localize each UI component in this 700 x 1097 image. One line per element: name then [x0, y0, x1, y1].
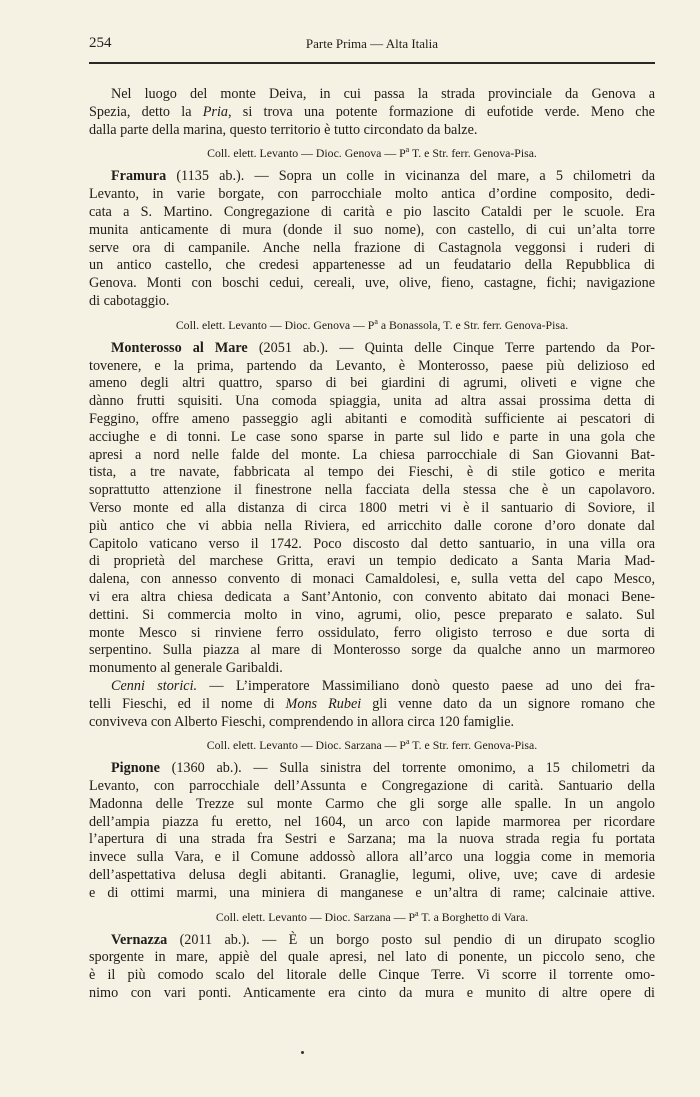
text-run: Coll. elett. Levanto — Dioc. Sarzana — P [215, 909, 416, 924]
text-run: dell’ampia piazza fu eretto, nel 1604, un arco con lapide marmorea per ricordare [89, 813, 655, 830]
text-line [89, 714, 655, 732]
text-run: Feggino, offre ameno passeggio agli abitanti e comodità sufficiente ai pescatori di [89, 410, 655, 427]
text-run: monte Mesco si rinviene ferro ossidulato, ferro oligisto terroso e due sorta di [89, 624, 655, 641]
text-line [89, 518, 655, 536]
entry-pignone [89, 760, 655, 902]
text-run: è il più comodo scalo del litorale delle Cinque Terre. Vi scorre il torrente omo- [89, 967, 655, 984]
superscript: a [415, 908, 419, 918]
text-run: dell’aspettativa delusa degli abitanti. Granaglie, legumi, olive, uve; cave di ardesie [89, 867, 655, 884]
entry-framura [89, 168, 655, 310]
collegio-line [89, 313, 655, 334]
text-run: T. e Str. ferr. Genova-Pisa. [409, 738, 538, 753]
superscript: a [405, 145, 410, 155]
text-line [89, 293, 655, 311]
text-line [89, 393, 655, 411]
text-line [89, 831, 655, 849]
text-run: soprattutto attenzione il finestrone nella facciata della stessa che è un capolavoro. [89, 482, 655, 499]
text-line [89, 625, 655, 643]
superscript: a [374, 316, 378, 326]
text-run: dettini. Si commercia molto in vino, agrumi, olio, pesce preparato e salato. Sul [89, 606, 655, 623]
text-line [89, 240, 655, 258]
text-run: munita anticamente di mura (donde il suo nome), con castello, di cui un’alta torre [89, 221, 655, 238]
text-run: di proprietà del marchese Gritta, eravi un tempio dedicato a Santa Maria Mad- [89, 553, 655, 570]
text-run: di cabotaggio. [89, 292, 170, 309]
text-run: dalla parte della marina, questo territorio è tutto circondato da balze. [89, 121, 478, 138]
text-line [89, 696, 655, 714]
text-run: Coll. elett. Levanto — Dioc. Genova — P [207, 146, 406, 161]
text-run: Levanto, in varie borgate, con parrocchiale molto antica d’ordine composito, dedi- [89, 186, 655, 203]
text-run: vi era altra chiesa dedicata a Sant’Antonio, con convento abitato dai monaci Bene- [89, 588, 655, 605]
text-run: Verso monte ed alla distanza di circa 1800 metri vi è il santuario di Soviore, il [89, 499, 655, 516]
entry-name: Monterosso al Mare [111, 339, 248, 356]
text-run: tista, a tre navate, fabbricata al tempo dei Fieschi, è di stile gotico e merita [89, 464, 655, 481]
text-run: invece sulla Vara, e il Comune addossò allora all’arco una loggia come in memoria [89, 849, 655, 866]
superscript: a [405, 737, 410, 747]
text-run: cata a S. Martino. Congregazione di carità e pio lascito Cataldi per le scuole. Era [89, 203, 655, 220]
collegio-line [89, 733, 655, 754]
entry-vernazza [89, 932, 655, 1003]
text-line [89, 849, 655, 867]
text-line [89, 985, 655, 1003]
text-line [89, 949, 655, 967]
running-title: Parte Prima — Alta Italia [305, 36, 439, 51]
text-line [89, 589, 655, 607]
text-run: gli venne dato da un signore romano che [361, 695, 655, 712]
italic-text: Mons Rubei [285, 695, 362, 712]
text-run: serve ora di campanile. Anche nella frazione di Castagnola veggonsi i ruderi di [89, 239, 655, 256]
text-line [89, 104, 655, 122]
text-run: T. a Borghetto di Vara. [418, 909, 529, 924]
text-run: conviveva con Alberto Fieschi, comprendendo in allora circa 120 famiglie. [89, 713, 515, 730]
text-line [89, 571, 655, 589]
text-line [89, 86, 655, 104]
text-line [89, 358, 655, 376]
entry-name: Vernazza [111, 931, 168, 948]
text-line [89, 778, 655, 796]
text-run: ameno degli altri quattro, sparso di bei giardini di agrumi, oliveti e vigne che [89, 375, 655, 392]
text-line [89, 222, 655, 240]
text-run: l’apertura di una strada fra Sestri e Sarzana; ma la nuova strada regia fu portata [89, 831, 655, 848]
text-run: Madonna delle Trezze sul monte Carmo che gli sorge alle spalle. In un angolo [89, 795, 655, 812]
text-run: dalena, con annesso convento di monaci Camaldolesi, e, sulla vetta del capo Mesco, [89, 571, 655, 588]
text-line [89, 257, 655, 275]
text-line [89, 660, 655, 678]
text-line [89, 760, 655, 778]
text-run: Coll. elett. Levanto — Dioc. Genova — P [175, 317, 375, 332]
text-line [89, 482, 655, 500]
text-line [89, 814, 655, 832]
paragraph-deiva [89, 86, 655, 139]
text-run: dànno frutti squisiti. Una comoda spiaggia, unita ad altra assai prossima detta di [89, 393, 655, 410]
text-run: acciughe e di tonni. Le case sono sparse in parte sul lido e parte in una gola che [89, 428, 655, 445]
entry-name: Pignone [111, 760, 160, 777]
text-line [89, 429, 655, 447]
text-line [89, 867, 655, 885]
text-line [89, 932, 655, 950]
text-run: tovenere, e la prima, partendo da Levanto, è Monterosso, paese più delizioso ed [89, 357, 655, 374]
text-line [89, 553, 655, 571]
text-run: (1135 ab.). — Sopra un colle in vicinanza del mare, a 5 chilometri da [166, 168, 655, 185]
text-run: nimo con vari ponti. Anticamente era cinto da mura e munito di altre opere di [89, 985, 655, 1002]
text-run: apresi a nord nelle falde del monte. La chiesa parrocchiale di San Giovanni Bat- [89, 446, 655, 463]
collegio-line [89, 141, 655, 162]
text-run: (2051 ab.). — Quinta delle Cinque Terre partendo da Por- [247, 339, 655, 356]
italic-text: Cenni storici. [111, 677, 198, 694]
text-run: a Bonassola, T. e Str. ferr. Genova-Pisa. [377, 317, 569, 332]
text-run: e di ottimi marmi, una miniera di manganese e un’altra di rame; calcinaie attive. [89, 884, 655, 901]
text-line [89, 967, 655, 985]
header-rule [89, 62, 655, 64]
text-run: un antico castello, che credesi appartenesse ad un feudatario della Repubblica di [89, 257, 655, 274]
text-line [89, 500, 655, 518]
text-line [89, 186, 655, 204]
page-number: 254 [89, 35, 112, 51]
text-run: Capitolo vaticano verso il 1742. Poco discosto dal detto santuario, in una villa ora [89, 535, 655, 552]
italic-text: Pria [202, 103, 228, 120]
text-line [89, 168, 655, 186]
text-line [89, 340, 655, 358]
text-line [89, 447, 655, 465]
text-line [89, 411, 655, 429]
print-speck [301, 1051, 304, 1054]
text-run: sporgente in mare, appiè del quale apresi, nel lato di ponente, un piccolo seno, che [89, 949, 655, 966]
entry-monterosso [89, 340, 655, 678]
text-line [89, 375, 655, 393]
text-run: Nel luogo del monte Deiva, in cui passa la strada provinciale da Genova a [111, 86, 655, 102]
text-run: T. e Str. ferr. Genova-Pisa. [409, 146, 537, 161]
entry-name: Framura [111, 168, 167, 185]
text-run: , si trova una potente formazione di eufotide verde. Meno che [228, 103, 655, 120]
text-line [89, 678, 655, 696]
text-run: Genova. Monti con boschi cedui, cereali, uve, olive, fieno, castagne, fichi; navigazione [89, 275, 655, 292]
text-line [89, 796, 655, 814]
text-line [89, 536, 655, 554]
page-body [89, 86, 655, 1003]
text-line [89, 642, 655, 660]
text-line [89, 275, 655, 293]
text-run: (2011 ab.). — È un borgo posto sul pendio di un dirupato scoglio [167, 931, 655, 948]
text-run: Spezia, detto la [89, 103, 203, 120]
text-line [89, 464, 655, 482]
text-run: monumento al generale Garibaldi. [89, 660, 283, 677]
text-run: più antico che vi abbia nella Riviera, ed arricchito dalle corone d’oro donate dal [89, 517, 655, 534]
text-run: — L’imperatore Massimiliano donò questo paese ad uno dei fra- [197, 677, 655, 694]
text-run: telli Fieschi, ed il nome di [89, 695, 286, 712]
text-line [89, 204, 655, 222]
text-line [89, 885, 655, 903]
text-run: Coll. elett. Levanto — Dioc. Sarzana — P [206, 738, 406, 753]
text-run: serpentino. Sulla piazza al mare di Monterosso sorge da qualche anno un marmoreo [89, 642, 655, 659]
collegio-line [89, 905, 655, 926]
text-run: (1360 ab.). — Sulla sinistra del torrente omonimo, a 15 chilometri da [159, 760, 655, 777]
text-line [89, 607, 655, 625]
text-run: Levanto, con parrocchiale dell’Assunta e Congregazione di carità. Santuario della [89, 778, 655, 795]
text-line [89, 122, 655, 140]
paragraph-cenni-storici [89, 678, 655, 731]
page-header [89, 35, 655, 55]
